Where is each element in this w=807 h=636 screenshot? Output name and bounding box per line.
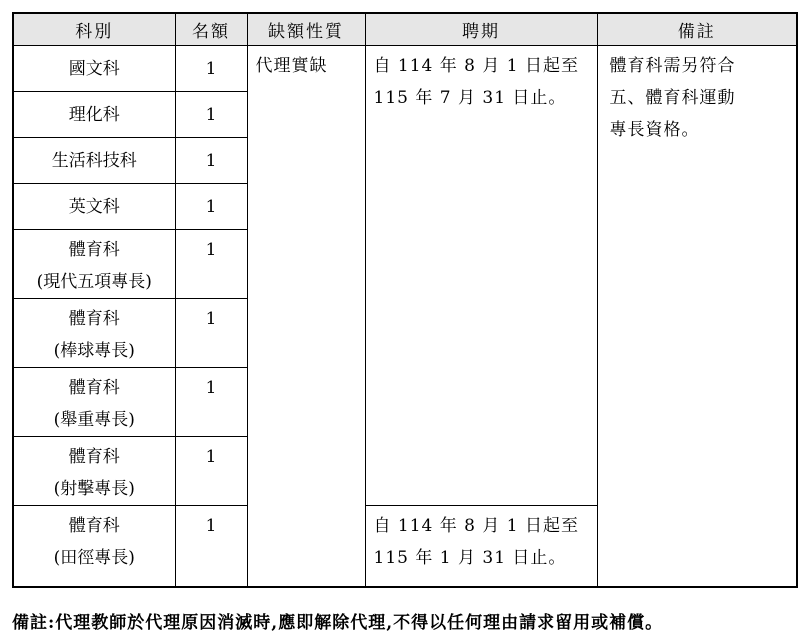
count-cell: 1 [175,368,247,437]
subject-cell: 理化科 [13,92,175,138]
period-last-line-2: 115 年 1 月 31 日止。 [373,548,567,568]
vacancy-table [12,12,798,588]
cropped-top-text [0,0,180,10]
table-header-row [13,13,797,46]
subject-cell: 國文科 [13,46,175,92]
nature-text: 代理實缺 [255,56,328,76]
header-note: 備註 [597,13,797,46]
subject-cell: 英文科 [13,184,175,230]
count-cell: 1 [175,230,247,299]
note-line-3: 專長資格。 [609,120,700,140]
count-cell: 1 [175,138,247,184]
period-line-2: 115 年 7 月 31 日止。 [373,88,567,108]
count-cell: 1 [175,506,247,587]
period-last-line-1: 自 114 年 8 月 1 日起至 [373,516,580,536]
count-cell: 1 [175,92,247,138]
nature-cell [247,46,365,587]
count-cell: 1 [175,184,247,230]
header-count: 名額 [175,13,247,46]
subject-cell: 生活科技科 [13,138,175,184]
header-period: 聘期 [365,13,597,46]
subject-cell: 體育科 (舉重專長) [13,368,175,437]
header-subject: 科別 [13,13,175,46]
table-row [13,46,797,92]
count-cell: 1 [175,437,247,506]
note-cell [597,46,797,587]
note-line-2: 五、體育科運動 [609,88,736,108]
subject-cell: 體育科 (棒球專長) [13,299,175,368]
subject-cell: 體育科 (田徑專長) [13,506,175,587]
period-cell-last [365,506,597,587]
footnote: 備註:代理教師於代理原因消滅時,應即解除代理,不得以任何理由請求留用或補償。 [12,613,664,633]
count-cell: 1 [175,46,247,92]
note-line-1: 體育科需另符合 [609,56,736,76]
count-cell: 1 [175,299,247,368]
subject-cell: 體育科 (現代五項專長) [13,230,175,299]
period-line-1: 自 114 年 8 月 1 日起至 [373,56,580,76]
period-cell [365,46,597,506]
subject-cell: 體育科 (射擊專長) [13,437,175,506]
header-nature: 缺額性質 [247,13,365,46]
